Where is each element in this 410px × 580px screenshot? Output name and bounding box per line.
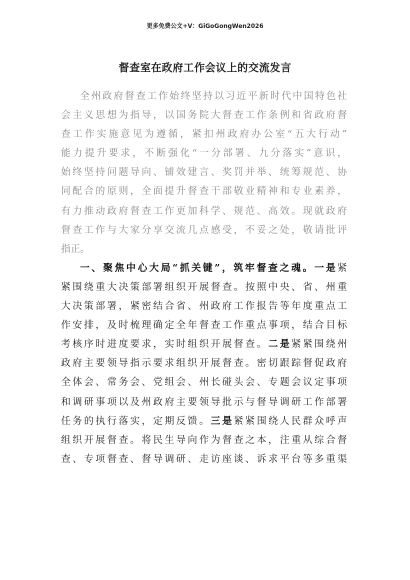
text-fragment: 考核序时进度要求，实时组织开展督查。 bbox=[61, 339, 269, 351]
point-lead: 二是 bbox=[268, 339, 292, 351]
text-line: 有力推动政府督查工作更加科学、规范、高效。现就政府 bbox=[61, 205, 347, 217]
text-line: 始终坚持问题导向、铺效建言、奖罚并举、统筹规范、协 bbox=[61, 167, 347, 179]
text-line: 查、专项督查、督导调研、走访座谈、诉求平台等多重渠 bbox=[61, 453, 347, 465]
text-fragment: 紧紧围绕州 bbox=[291, 339, 347, 351]
text-line: 大决策部署，紧密结合省、州政府工作报告等年度重点工 bbox=[61, 301, 347, 313]
text-line: 督查工作与大家分享交流几点感受，不妥之处，敬请批评 bbox=[61, 224, 347, 236]
text-line bbox=[61, 412, 347, 431]
text-line: 能力提升要求，不断强化“一分部署、九分落实”意识， bbox=[61, 148, 347, 160]
document-title: 督查室在政府工作会议上的交流发言 bbox=[118, 62, 292, 74]
text-fragment: 紧紧围绕人民群众呼声 bbox=[233, 415, 347, 427]
text-line: 会主义思想为指导，以国务院大督查工作条例和省政府督 bbox=[61, 110, 347, 122]
text-line: 组织开展督查。将民生导向作为督查之本，注重从综合督 bbox=[61, 434, 347, 446]
document-body bbox=[61, 87, 347, 469]
text-line: 紧围绕重大决策部署组织开展督查。按照中央、省、州重 bbox=[61, 281, 347, 293]
text-line: 查工作实施意见为遵循，紧扣州政府办公室“五大行动” bbox=[61, 129, 347, 141]
text-line: 和调研事项以及州政府主要领导批示与督导调研工作部署 bbox=[61, 396, 347, 408]
paragraph-section-one bbox=[61, 259, 347, 469]
text-line: 政府主要领导指示要求组织开展督查。密切跟踪督促政府 bbox=[61, 358, 347, 370]
section-heading: 一、聚焦中心大局“抓关键”，筑牢督查之魂。 bbox=[80, 262, 315, 274]
text-line bbox=[61, 335, 347, 354]
point-lead: 一是 bbox=[314, 262, 338, 274]
text-line: 指正。 bbox=[61, 243, 90, 255]
text-line bbox=[61, 259, 347, 278]
text-line: 全州政府督查工作始终坚持以习近平新时代中国特色社 bbox=[80, 91, 347, 102]
text-fragment: 紧 bbox=[337, 262, 347, 274]
paragraph-intro bbox=[61, 87, 347, 259]
text-line: 同配合的原则，全面提升督查干部敬业精神和专业素养， bbox=[61, 186, 347, 198]
point-lead: 三是 bbox=[210, 415, 234, 427]
text-fragment: 任务的执行落实，定期反馈。 bbox=[61, 415, 211, 427]
text-line: 作安排，及时梳理确定全年督查工作重点事项，结合目标 bbox=[61, 320, 347, 332]
header-note: 更多免费公文+V：GiGoGongWen2026 bbox=[146, 23, 264, 30]
text-line: 全体会、常务会、党组会、州长碰头会、专题会议定事项 bbox=[61, 377, 347, 389]
